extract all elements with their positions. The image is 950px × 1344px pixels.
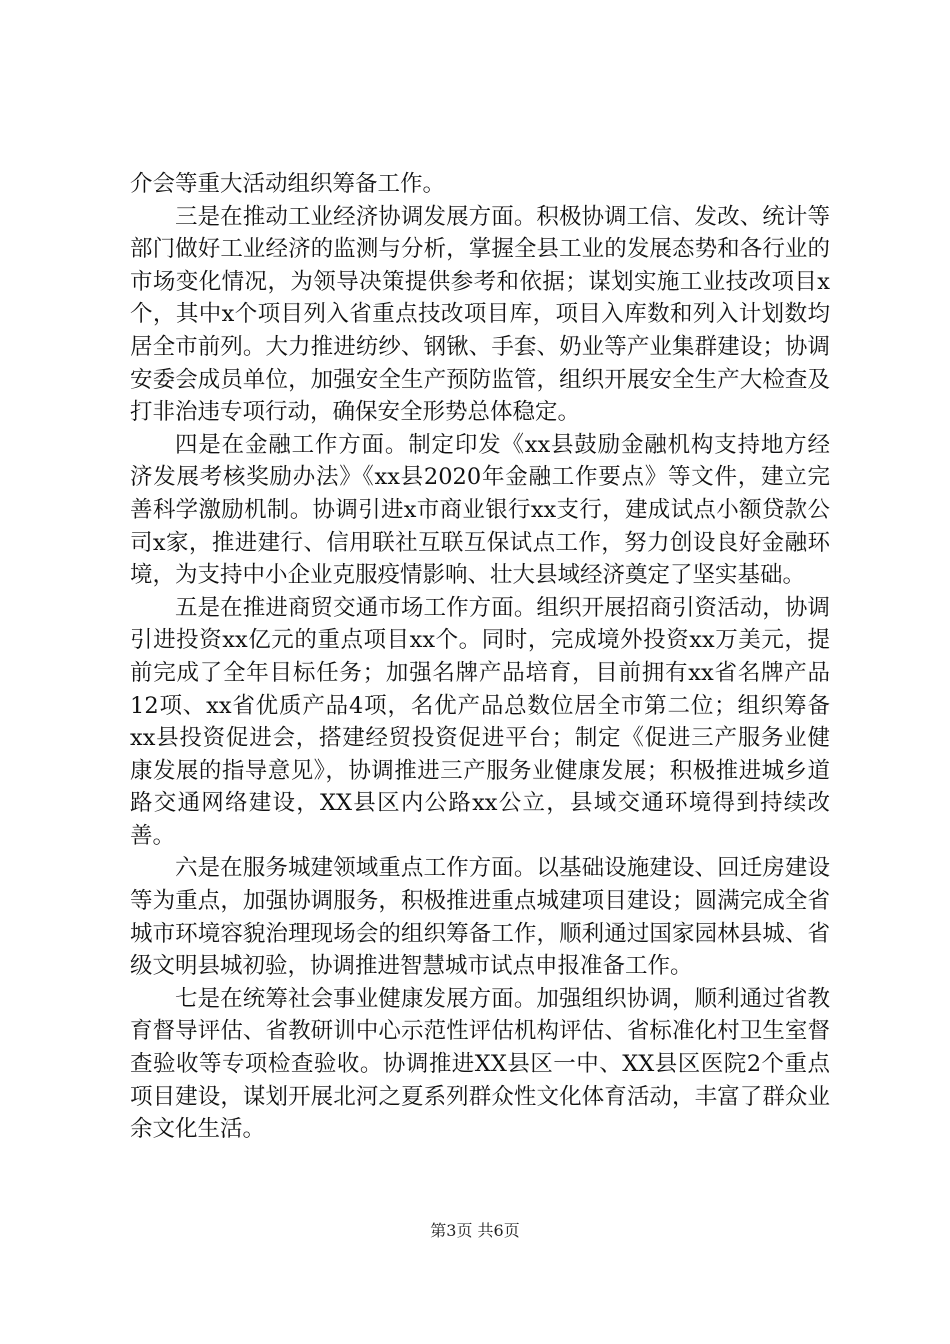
paragraph-finance: 四是在金融工作方面。制定印发《xx县鼓励金融机构支持地方经济发展考核奖励办法》《xx县2020年金融工作要点》等文件，建立完善科学激励机制。协调引进x市商业银行xx支行，建成试点小额贷款公司x家，推进建行、信用联社互联互保试点工作，努力创设良好金融环境，为支持中小企业克服疫情影响、壮大县域经济奠定了坚实基础。 bbox=[130, 431, 830, 589]
paragraph-continuation: 介会等重大活动组织筹备工作。 bbox=[130, 171, 446, 197]
document-body bbox=[130, 168, 830, 1146]
paragraph-social-affairs: 七是在统筹社会事业健康发展方面。加强组织协调，顺利通过省教育督导评估、省教研训中心示范性评估机构评估、省标准化村卫生室督查验收等专项检查验收。协调推进XX县区一中、XX县区医院2个重点项目建设，谋划开展北河之夏系列群众性文化体育活动，丰富了群众业余文化生活。 bbox=[130, 985, 830, 1143]
paragraph-urban-construction: 六是在服务城建领域重点工作方面。以基础设施建设、回迁房建设等为重点，加强协调服务，积极推进重点城建项目建设；圆满完成全省城市环境容貌治理现场会的组织筹备工作，顺利通过国家园林县城、省级文明县城初验，协调推进智慧城市试点申报准备工作。 bbox=[130, 855, 830, 980]
paragraph-industry: 三是在推动工业经济协调发展方面。积极协调工信、发改、统计等部门做好工业经济的监测与分析，掌握全县工业的发展态势和各行业的市场变化情况，为领导决策提供参考和依据；谋划实施工业技改项目x个，其中x个项目列入省重点技改项目库，项目入库数和列入计划数均居全市前列。大力推进纺纱、钢锹、手套、奶业等产业集群建设；协调安委会成员单位，加强安全生产预防监管，组织开展安全生产大检查及打非治违专项行动，确保安全形势总体稳定。 bbox=[130, 203, 830, 426]
page-number-footer: 第3页 共6页 bbox=[430, 1221, 520, 1240]
paragraph-commerce: 五是在推进商贸交通市场工作方面。组织开展招商引资活动，协调引进投资xx亿元的重点项目xx个。同时，完成境外投资xx万美元，提前完成了全年目标任务；加强名牌产品培育，目前拥有xx省名牌产品12项、xx省优质产品4项，名优产品总数位居全市第二位；组织筹备xx县投资促进会，搭建经贸投资促进平台；制定《促进三产服务业健康发展的指导意见》，协调推进三产服务业健康发展；积极推进城乡道路交通网络建设，XX县区内公路xx公立，县域交通环境得到持续改善。 bbox=[130, 594, 830, 849]
